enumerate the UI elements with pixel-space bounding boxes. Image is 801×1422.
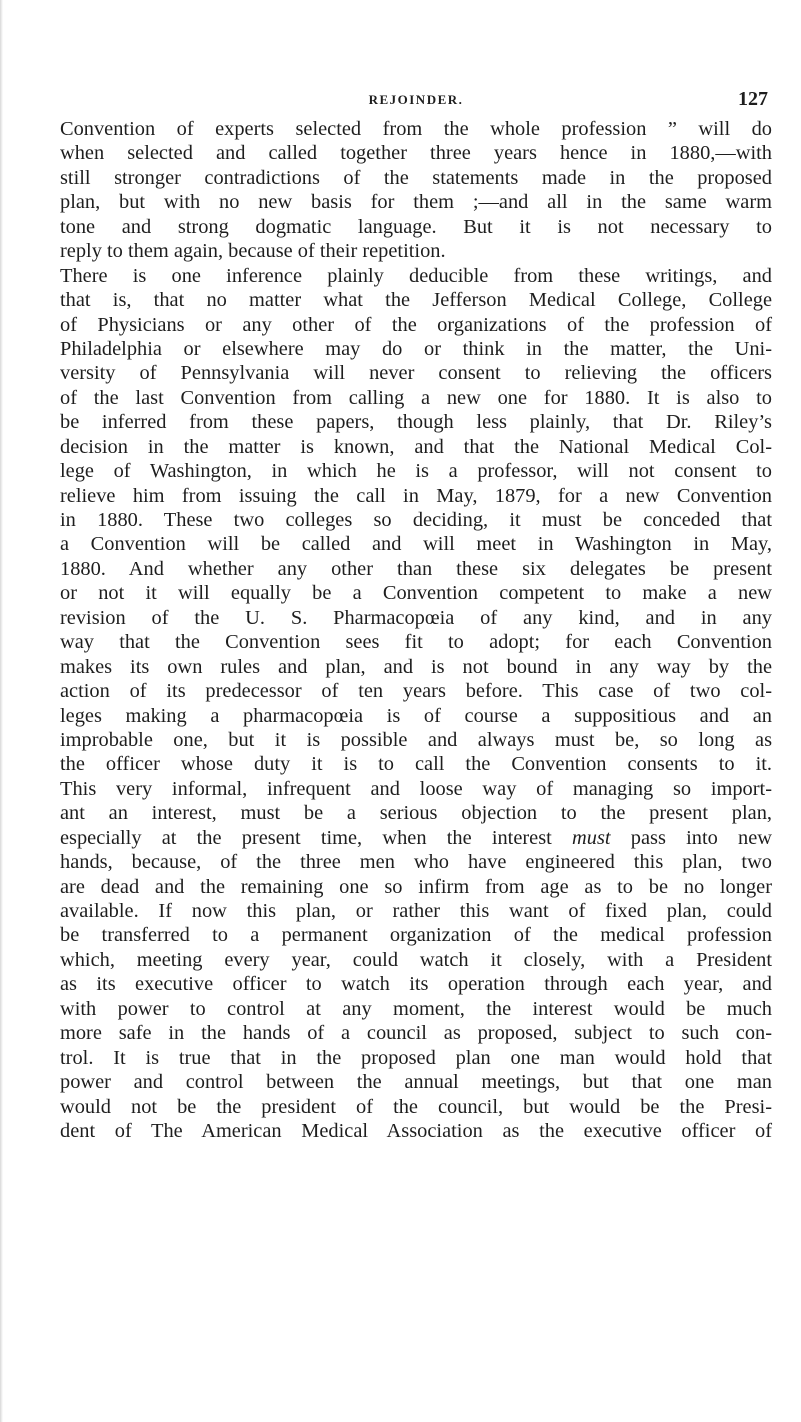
- text-line: more safe in the hands of a council as proposed, subject to such con-: [60, 1022, 772, 1045]
- text-line: as its executive officer to watch its operation through each year, and: [60, 973, 772, 996]
- text-line: of Physicians or any other of the organizations of the profession of: [60, 313, 772, 336]
- italic-word: must: [572, 826, 611, 849]
- running-title: REJOINDER.: [368, 92, 464, 107]
- text-line: plan, but with no new basis for them ;—and all in the same warm: [60, 191, 772, 214]
- paragraph-1: [60, 117, 772, 264]
- text-line: available. If now this plan, or rather this want of fixed plan, could: [60, 900, 772, 922]
- text-line: There is one inference plainly deducible from these writings, and: [60, 264, 772, 287]
- text-line: still stronger contradictions of the statements made in the proposed: [60, 166, 772, 189]
- text-line: are dead and the remaining one so infirm from age as to be no longer: [60, 875, 772, 898]
- body-text: [60, 117, 772, 1143]
- text-line: hands, because, of the three men who have engineered this plan, two: [60, 851, 772, 874]
- text-line-with-italic: [60, 826, 772, 850]
- text-line: lege of Washington, in which he is a professor, will not consent to: [60, 460, 772, 483]
- text-line: when selected and called together three years hence in 1880,—with: [60, 142, 772, 165]
- text-line: revision of the U. S. Pharmacopœia of any kind, and in any: [60, 606, 772, 629]
- text-line: in 1880. These two colleges so deciding, it must be conceded that: [60, 509, 772, 531]
- text-line: would not be the president of the council, but would be the Presi-: [60, 1095, 772, 1118]
- text-line: or not it will equally be a Convention competent to make a new: [60, 582, 772, 605]
- text-line: power and control between the annual meetings, but that one man: [60, 1071, 772, 1094]
- text-line: Convention of experts selected from the whole profession ” will do: [60, 118, 772, 140]
- text-line: ant an interest, must be a serious objection to the present plan,: [60, 802, 772, 825]
- text-line: Philadelphia or elsewhere may do or think in the matter, the Uni-: [60, 337, 772, 360]
- page-header: [60, 88, 772, 114]
- page-gutter-edge: [0, 0, 3, 1422]
- text-line: 1880. And whether any other than these six delegates be present: [60, 557, 772, 580]
- text-line: action of its predecessor of ten years before. This case of two col-: [60, 680, 772, 703]
- text-line: of the last Convention from calling a new one for 1880. It is also to: [60, 386, 772, 409]
- text-line: This very informal, infrequent and loose way of managing so import-: [60, 777, 772, 800]
- text-line: that is, that no matter what the Jefferson Medical College, College: [60, 289, 772, 312]
- text-line: decision in the matter is known, and that the National Medical Col-: [60, 435, 772, 458]
- text-line: dent of The American Medical Association as the executive officer of: [60, 1119, 772, 1142]
- text-line: versity of Pennsylvania will never consent to relieving the officers: [60, 362, 772, 385]
- text-line: with power to control at any moment, the interest would be much: [60, 997, 772, 1020]
- text-line: be transferred to a permanent organization of the medical profession: [60, 924, 772, 947]
- text-line: relieve him from issuing the call in May, 1879, for a new Convention: [60, 484, 772, 507]
- text-line: leges making a pharmacopœia is of course a suppositious and an: [60, 704, 772, 727]
- text-line: a Convention will be called and will meet in Washington in May,: [60, 533, 772, 556]
- text-line: improbable one, but it is possible and always must be, so long as: [60, 728, 772, 751]
- text-line: reply to them again, because of their repetition.: [60, 240, 446, 263]
- text-segment: pass into new: [630, 826, 772, 849]
- text-line: makes its own rules and plan, and is not bound in any way by the: [60, 655, 772, 678]
- text-line: trol. It is true that in the proposed plan one man would hold that: [60, 1046, 772, 1069]
- text-line: which, meeting every year, could watch it closely, with a President: [60, 948, 772, 971]
- page-number: 127: [738, 88, 768, 110]
- paragraph-2: [60, 264, 772, 1144]
- text-line: the officer whose duty it is to call the Convention consents to it.: [60, 753, 772, 776]
- text-segment: especially at the present time, when the interest: [60, 826, 552, 849]
- text-line: way that the Convention sees fit to adopt; for each Convention: [60, 631, 772, 654]
- text-line: tone and strong dogmatic language. But it is not necessary to: [60, 215, 772, 238]
- text-line: be inferred from these papers, though less plainly, that Dr. Riley’s: [60, 411, 772, 434]
